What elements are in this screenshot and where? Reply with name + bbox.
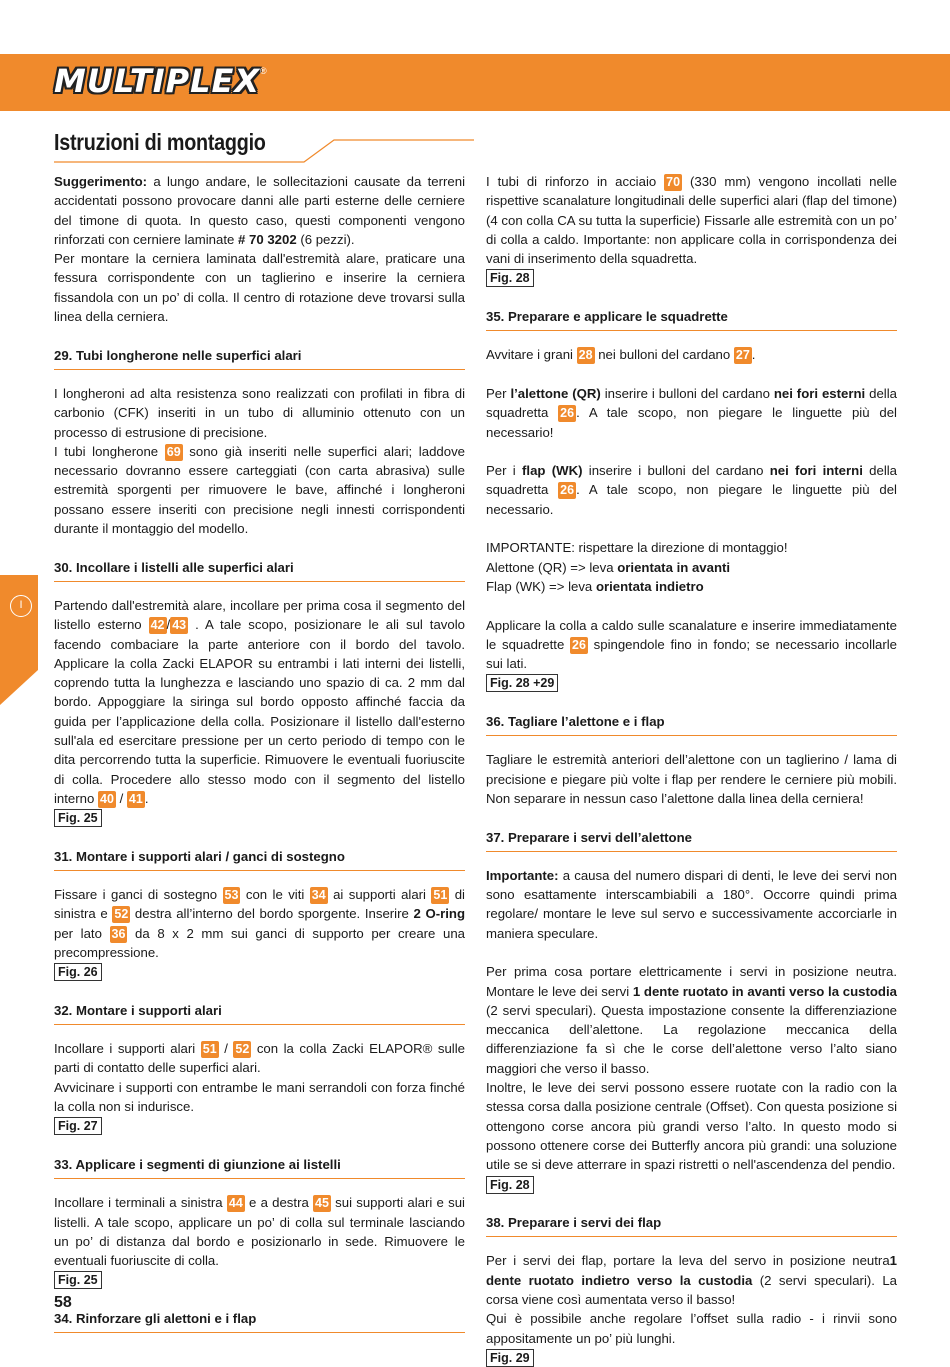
section-29-paragraph-2: I tubi longherone 69 sono già inseriti nelle superfici alari; laddove necessario dovranno essere carteggiati (con carta abrasiva) sulle estremità sporgenti per rimuovere le bave, affinché i longheroni possano essere inseriti con precisione negli innesti corrispondenti durante il montaggio del modello. <box>54 443 465 537</box>
intro-paragraph: Suggerimento: a lungo andare, le sollecitazioni causate da terreni accidentati possono provocare danni alle parti esterne delle cerniere del timone di quota. In questo caso, questi componenti vengono rinforzati con cerniere laminate # 70 3202 (6 pezzi). <box>54 174 465 247</box>
section-37-paragraph-1: Importante: a causa del numero dispari di denti, le leve dei servi non sono esattamente interscambiabili a 180°. Occorre quindi prima regolare/ montare le leve sul servo e successivamente accorciarle in maniera speculare. <box>486 867 897 941</box>
part-number-badge: 43 <box>172 618 187 633</box>
part-number-badge: 52 <box>235 1042 250 1057</box>
section-32-paragraph: Incollare i supporti alari 51 / 52 con la colla Zacki ELAPOR® sulle parti di contatto delle superfici alari. <box>54 1041 465 1076</box>
section-rule <box>54 870 465 871</box>
section-35-flap-direction: Flap (WK) => leva orientata indietro <box>486 578 704 594</box>
section-35-paragraph-4: Applicare la colla a caldo sulle scanalature e inserire immediatamente le squadrette 26 spingendole fino in fondo; se necessario incollarle sui lati. <box>486 617 897 672</box>
section-38-paragraph-1: Per i servi dei flap, portare la leva del servo in posizione neutra1 dente ruotato indietro verso la custodia (2 servi speculari). La corsa viene così aumentata verso il basso! <box>486 1253 897 1308</box>
part-number-badge: 70 <box>666 175 681 189</box>
section-35-important: IMPORTANTE: rispettare la direzione di montaggio! <box>486 540 788 556</box>
section-rule <box>54 581 465 582</box>
section-29-title: 29. Tubi longherone nelle superfici alari <box>54 347 302 363</box>
section-37-paragraph-3: Inoltre, le leve dei servi possono essere ruotate con la radio con la stessa corsa dalla posizione centrale (Offset). Con questa posizione si ottengono corse ancora più grandi verso l’alto. In questo modo si possono ottenere corse dei Butterfly ancora più grandi: una soluzione utile se si deve atterrare in spazi ristretti o nell'ascendenza del pendio. <box>486 1080 897 1173</box>
right-column <box>486 172 897 1367</box>
section-rule <box>486 1236 897 1237</box>
section-rule <box>54 369 465 370</box>
intro-paragraph-2: Per montare la cerniera laminata dall'estremità alare, praticare una fessura corrispondente con un taglierino e inserire la cerniera fissandola con un po’ di colla. Il centro di rotazione deve trovarsi sulla linea della cerniera. <box>54 251 465 325</box>
page-title: Istruzioni di montaggio <box>54 129 266 155</box>
part-number-badge: 40 <box>100 791 114 806</box>
registered-mark: ® <box>260 66 267 76</box>
left-column <box>54 172 465 1347</box>
part-number-badge: 41 <box>128 791 143 806</box>
part-number-badge: 44 <box>228 1196 243 1211</box>
figure-reference: Fig. 25 <box>54 1271 102 1289</box>
brand-logo: MULTIPLEX <box>54 62 261 100</box>
part-number-badge: 53 <box>224 888 239 903</box>
figure-reference: Fig. 29 <box>486 1349 534 1367</box>
section-35-paragraph-3: Per i flap (WK) inserire i bulloni del cardano nei fori interni della squadretta 26 . A tale scopo, non piegare le linguette più del necessario. <box>486 463 898 517</box>
part-number-badge: 27 <box>735 348 750 363</box>
figure-reference: Fig. 28 <box>486 269 534 287</box>
section-38-paragraph-2: Qui è possibile anche regolare l’offset sulla radio - i rinvii sono appositamente un po’ più lunghi. <box>486 1311 897 1346</box>
section-rule <box>486 851 897 852</box>
part-number-badge: 34 <box>311 888 326 903</box>
part-number-badge: 69 <box>166 444 181 459</box>
section-38-title: 38. Preparare i servi dei flap <box>486 1215 662 1231</box>
section-35-paragraph-2: Per l’alettone (QR) inserire i bulloni del cardano nei fori esterni della squadretta 26 . A tale scopo, non piegare le linguette più del necessario! <box>486 385 897 440</box>
figure-reference: Fig. 26 <box>54 963 102 981</box>
section-29-paragraph: I longheroni ad alta resistenza sono realizzati con profilati in fibra di carbonio (CFK) inseriti in un tubo di alluminio ottenuto con un processo di estrusione di precisione. <box>54 385 465 440</box>
figure-reference: Fig. 28 <box>486 1176 534 1194</box>
figure-reference: Fig. 27 <box>54 1117 102 1135</box>
part-number-badge: 42 <box>150 618 165 633</box>
part-number-badge: 45 <box>315 1196 329 1211</box>
section-31-title: 31. Montare i supporti alari / ganci di sostegno <box>54 848 345 864</box>
section-36-title: 36. Tagliare l’alettone e i flap <box>486 714 665 730</box>
part-number-badge: 28 <box>578 348 593 363</box>
section-31-paragraph: Fissare i ganci di sostegno 53 con le viti 34 ai supporti alari 51 di sinistra e 52 destra all’interno del bordo sporgente. Inserire 2 O-ring per lato 36 da 8 x 2 mm sui ganci di supporto per creare una precompressione. <box>54 887 465 960</box>
section-rule <box>486 735 897 736</box>
part-number-badge: 51 <box>433 888 448 903</box>
figure-reference: Fig. 28 +29 <box>486 674 558 692</box>
section-34-title: 34. Rinforzare gli alettoni e i flap <box>54 1311 257 1327</box>
part-number-badge: 36 <box>111 926 126 941</box>
section-36-paragraph: Tagliare le estremità anteriori dell’alettone con un taglierino / lama di precisione e piegare più volte i flap per rendere le cerniere più mobili. Non separare in nessun caso l’alettone dalla linea della cerniera! <box>486 752 897 806</box>
section-32-title: 32. Montare i supporti alari <box>54 1002 222 1018</box>
page-number: 58 <box>54 1294 72 1311</box>
section-33-paragraph: Incollare i terminali a sinistra 44 e a destra 45 sui supporti alari e sui listelli. A tale scopo, applicare un po’ di colla sul terminale lasciando un po’ di distanza dal bordo e posizionarlo in sede. Rimuovere le eventuali fuoriuscite di colla. <box>54 1195 465 1269</box>
part-number-badge: 26 <box>560 483 575 498</box>
figure-reference: Fig. 25 <box>54 809 102 827</box>
part-number-badge: 26 <box>572 637 586 652</box>
section-rule <box>486 330 897 331</box>
section-30-title: 30. Incollare i listelli alle superfici alari <box>54 559 294 575</box>
section-35-title: 35. Preparare e applicare le squadrette <box>486 309 728 325</box>
section-35-paragraph-1: Avvitare i grani 28 nei bulloni del cardano 27 . <box>486 347 756 363</box>
section-rule <box>54 1178 465 1179</box>
section-35-aileron-direction: Alettone (QR) => leva orientata in avanti <box>486 559 731 575</box>
part-number-badge: 26 <box>560 406 575 421</box>
section-37-paragraph-2: Per prima cosa portare elettricamente i servi in posizione neutra. Montare le leve dei servi 1 dente ruotato in avanti verso la custodia (2 servi speculari). Questa impostazione consente la differenziazione meccanica dell’alettone. La regolazione meccanica della differenziazione fa sì che le corse dell’alettone verso l’alto siano maggiori che verso il basso. <box>486 964 897 1076</box>
intro-right-paragraph: I tubi di rinforzo in acciaio 70 (330 mm) vengono incollati nelle rispettive scanalature longitudinali delle superfici alari (flap del timone) (4 con colla CA su tutta la superficie) Fissarle alle estremità con un po’ di colla a caldo. Importante: non applicare colla in corrispondenza dei vani di inserimento della squadretta. <box>486 174 897 267</box>
part-number-badge: 52 <box>114 907 129 922</box>
section-33-title: 33. Applicare i segmenti di giunzione ai listelli <box>54 1156 341 1172</box>
section-30-paragraph: Partendo dall'estremità alare, incollare per prima cosa il segmento del listello esterno 42 / 43 . A tale scopo, posizionare le ali sul tavolo facendo combaciare la parte anteriore con il bordo del tavolo. Applicare la colla Zacki ELAPOR su entrambi i lati interni dei listelli, coprendo tutta la lunghezza e lasciando uno spazio di ca. 2 mm dal bordo. Appoggiare la siringa sul bordo opposto affinché faccia da guida per l’applicazione della colla. Posizionare il listello dall'esterno sull'ala ed esercitare pressione per un certo periodo di tempo con le dita percorrendo tutta la superficie. Rimuovere le eventuali fuoriuscite di colla. Procedere allo stesso modo con il segmento del listello interno 40 / 41 . <box>54 597 466 806</box>
language-tab-label: I <box>10 595 32 617</box>
section-rule <box>54 1332 465 1333</box>
section-37-title: 37. Preparare i servi dell’alettone <box>486 829 692 845</box>
section-32-paragraph-2: Avvicinare i supporti con entrambe le mani serrandoli con forza finché la colla non si indurisce. <box>54 1079 465 1115</box>
part-number-badge: 51 <box>202 1042 217 1057</box>
section-rule <box>54 1024 465 1025</box>
